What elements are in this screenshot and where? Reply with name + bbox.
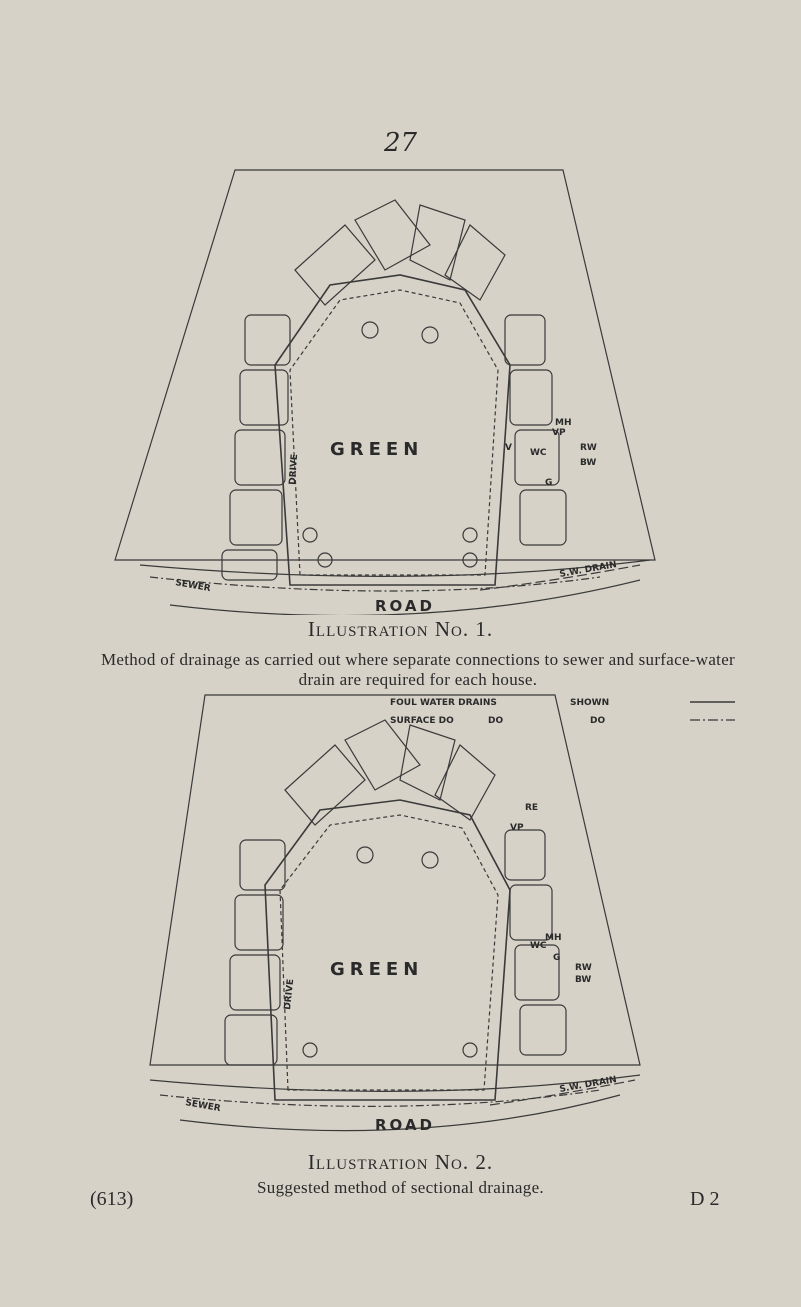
fitting-label: BW xyxy=(580,458,597,468)
fitting-label: WC xyxy=(530,941,547,951)
fitting-label: WC xyxy=(530,448,547,458)
green-inner xyxy=(280,815,498,1090)
fitting-label: VP xyxy=(552,428,566,438)
fitting-label: VP xyxy=(510,823,524,833)
drive-label: DRIVE xyxy=(288,453,301,486)
fitting-label: RE xyxy=(525,803,539,813)
illustration-2-title: Illustration No. 2. xyxy=(307,1150,494,1174)
fitting-label: RW xyxy=(580,443,597,453)
green-label: GREEN xyxy=(330,959,424,980)
legend-ditto: DO xyxy=(590,716,606,726)
illustration-1-caption: Method of drainage as carried out where separate connections to sewer and surface-water drain are required for each house. xyxy=(100,650,736,689)
road-label: ROAD xyxy=(375,1116,435,1134)
plate-number: (613) xyxy=(90,1188,134,1210)
green-label: GREEN xyxy=(330,439,424,460)
fitting-label: MH xyxy=(545,933,562,943)
fitting-label: BW xyxy=(575,975,592,985)
sewer-label: SEWER xyxy=(184,1098,222,1115)
legend-surface: SURFACE DO xyxy=(390,716,454,726)
green-outline xyxy=(275,275,510,585)
site-plan-2 xyxy=(0,690,801,1140)
house-row-top xyxy=(285,720,495,825)
site-plan-1 xyxy=(0,165,801,615)
fitting-label: V xyxy=(505,443,512,453)
illustration-1-title: Illustration No. 1. xyxy=(307,617,494,641)
drive-label: DRIVE xyxy=(283,978,297,1011)
fitting-label: G xyxy=(553,953,561,963)
green-outline xyxy=(265,800,510,1100)
sewer-label: SEWER xyxy=(174,578,212,595)
road-label: ROAD xyxy=(375,597,435,615)
legend-foul: FOUL WATER DRAINS xyxy=(390,698,497,708)
fitting-label: MH xyxy=(555,418,572,428)
sewer-line xyxy=(150,577,600,591)
page-number: 27 xyxy=(383,128,418,158)
illustration-2-caption: Suggested method of sectional drainage. xyxy=(257,1178,544,1197)
legend-ditto: DO xyxy=(488,716,504,726)
site-boundary xyxy=(115,170,655,560)
plate-mark: D 2 xyxy=(690,1188,720,1210)
fitting-label: G xyxy=(545,478,553,488)
green-inner xyxy=(290,290,498,575)
site-boundary xyxy=(150,695,640,1065)
house-row-left xyxy=(225,840,285,1065)
legend-shown: SHOWN xyxy=(570,698,610,708)
sw-drain-label: S.W. DRAIN xyxy=(558,560,618,580)
fitting-label: RW xyxy=(575,963,592,973)
house-row-left xyxy=(222,315,290,580)
sw-drain-label: S.W. DRAIN xyxy=(558,1075,618,1095)
